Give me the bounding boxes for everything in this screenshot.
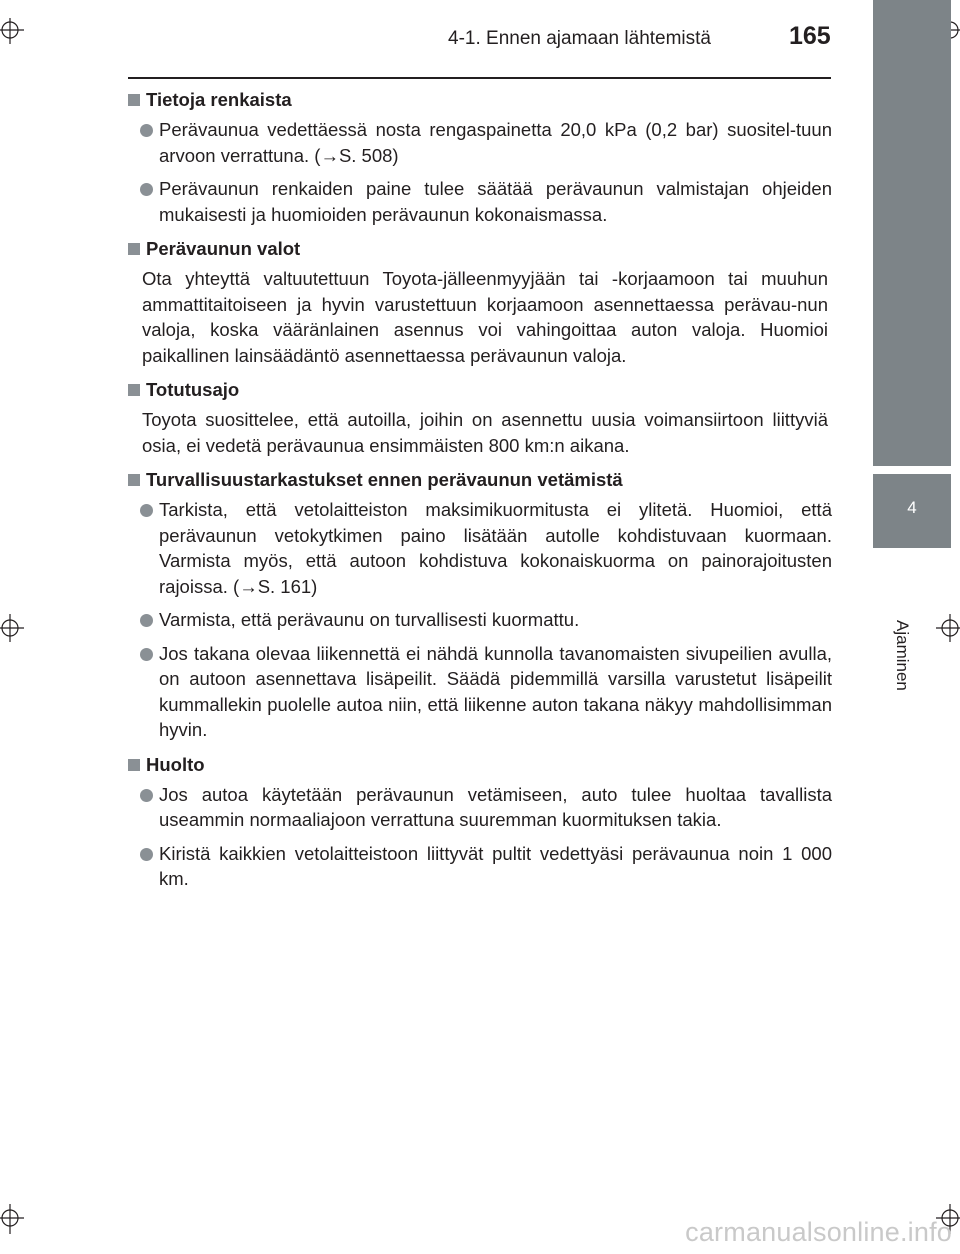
section-safety-checks (128, 466, 832, 743)
list-item (140, 841, 832, 892)
list-item-text: Perävaunua vedettäessä nosta rengaspainetta 20,0 kPa (0,2 bar) suositel-tuun arvoon verrattuna. (→S. 508) (159, 119, 832, 166)
chapter-tab-strip (873, 0, 951, 466)
list-item (140, 641, 832, 743)
section-heading-text: Perävaunun valot (146, 238, 301, 259)
list-item (140, 782, 832, 833)
section-trailer-lights (128, 235, 832, 368)
round-bullet-icon (140, 614, 153, 627)
section-heading-text: Turvallisuustarkastukset ennen perävaunun vetämistä (146, 469, 623, 490)
page-content (128, 86, 832, 900)
list-item-text: Tarkista, että vetolaitteiston maksimikuormitusta ei ylitetä. Huomioi, että perävaunun vetokytkimen paino lisätään autolle kohdistuvaan kuormaan. Varmista myös, että autoon kohdistuva kokonaiskuorma on painorajoitusten rajoissa. (→S. 161) (159, 499, 832, 597)
round-bullet-icon (140, 124, 153, 137)
round-bullet-icon (140, 504, 153, 517)
list-item (140, 497, 832, 599)
section-heading (128, 751, 832, 778)
list-item (140, 176, 832, 227)
square-bullet-icon (128, 94, 140, 106)
section-heading (128, 235, 832, 262)
watermark[interactable]: carmanualsonline.info (685, 1217, 952, 1247)
section-break-in (128, 376, 832, 458)
square-bullet-icon (128, 243, 140, 255)
chapter-number: 4 (907, 498, 917, 517)
round-bullet-icon (140, 648, 153, 661)
section-heading-text: Totutusajo (146, 379, 240, 400)
section-heading-text: Tietoja renkaista (146, 89, 292, 110)
section-maintenance (128, 751, 832, 892)
list-item (140, 117, 832, 168)
crop-mark-bottom-left (0, 1196, 40, 1236)
section-title: 4-1. Ennen ajamaan lähtemistä (448, 28, 711, 49)
chapter-label: Ajaminen (893, 620, 912, 691)
section-heading (128, 376, 832, 403)
square-bullet-icon (128, 474, 140, 486)
section-heading (128, 86, 832, 113)
list-item-text: Perävaunun renkaiden paine tulee säätää perävaunun valmistajan ohjeiden mukaisesti ja huomioiden perävaunun kokonaismassa. (159, 178, 832, 225)
section-paragraph: Toyota suosittelee, että autoilla, joihin on asennettu uusia voimansiirtoon liittyviä osia, ei vedetä perävaunua ensimmäisten 800 km:n aikana. (142, 409, 828, 456)
crop-mark-middle-right (918, 608, 960, 648)
list-item-text: Jos takana olevaa liikennettä ei nähdä kunnolla tavanomaisten sivupeilien avulla, on autoon asennettava lisäpeilit. Säädä pidemmillä varsilla varustetut lisäpeilit kummallekin puolelle autoa niin, että liikenne auton takana näkyy mahdollisimman hyvin. (159, 642, 832, 740)
section-heading (128, 466, 832, 493)
list-item-text: Varmista, että perävaunu on turvallisesti kuormattu. (159, 609, 580, 630)
square-bullet-icon (128, 384, 140, 396)
section-tire-info (128, 86, 832, 227)
round-bullet-icon (140, 789, 153, 802)
round-bullet-icon (140, 848, 153, 861)
page-number: 165 (789, 22, 831, 50)
header-divider (128, 77, 831, 79)
list-item (140, 607, 832, 633)
round-bullet-icon (140, 183, 153, 196)
list-item-text: Jos autoa käytetään perävaunun vetämiseen, auto tulee huoltaa tavallista useammin normaaliajoon verrattuna suuremman kuormituksen takia. (159, 783, 832, 830)
section-paragraph: Ota yhteyttä valtuutettuun Toyota-jälleenmyyjään tai -korjaamoon tai muuhun ammattitaitoiseen ja hyvin varustettuun korjaamoon asennettaessa perävau-nun valoja, koska vääränlainen asennus voi vahingoittaa auton valoja. Huomioi paikallinen lainsäädäntö asennettaessa perävaunun valoja. (142, 268, 828, 366)
crop-mark-middle-left (0, 608, 40, 648)
list-item-text: Kiristä kaikkien vetolaitteistoon liittyvät pultit vedettyäsi perävaunua noin 1 000 km. (159, 842, 832, 889)
crop-mark-top-left (0, 18, 40, 58)
square-bullet-icon (128, 759, 140, 771)
section-heading-text: Huolto (146, 753, 205, 775)
